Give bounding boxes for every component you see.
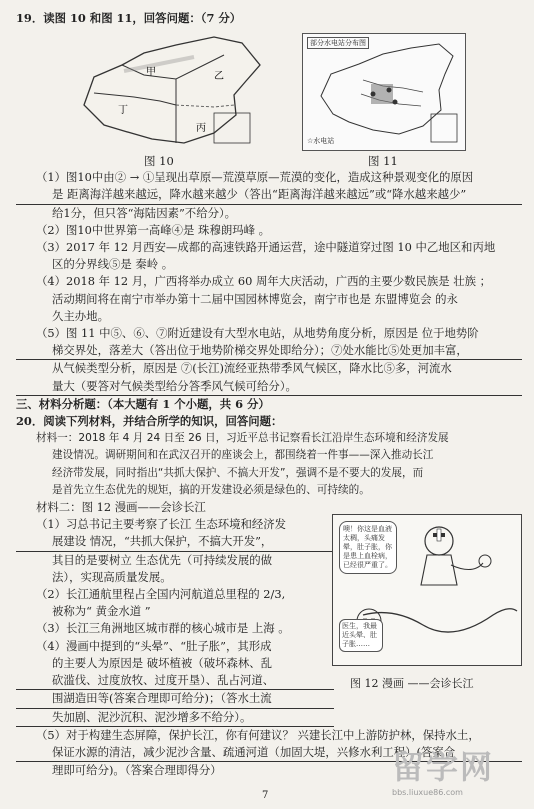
region-label-ding: 丁 xyxy=(118,105,128,117)
material-1-line-3: 经济带发展，同时指出“共抓大保护、不搞大开发”，强调不是不要大的发展，而 xyxy=(52,466,424,479)
q20-answer-line-7: （3）长江三角洲地区城市群的核心城市是 上海 。 xyxy=(36,621,290,636)
q19-answer-line-3: 给1分，但只答“海陆因素”不给分）。 xyxy=(52,205,237,220)
q19-answer-line-4: （2）图10中世界第一高峰④是 珠穆朗玛峰 。 xyxy=(36,222,271,237)
q20-answer-line-6: 被称为“ 黄金水道 ” xyxy=(52,604,151,619)
q20-answer-line-15: 理即可给分)。（答案合理即得分） xyxy=(52,763,222,778)
q19-answer-line-1: （1）图10中由② → ①呈现出草原—荒漠草原—荒漠的变化，造成这种景观变化的原因 xyxy=(36,170,474,185)
q20-answer-line-12: 失加剧、泥沙沉积、泥沙增多不给分）。 xyxy=(16,709,334,727)
q20-answer-line-1: （1）习总书记主要考察了长江 生态环境和经济发 xyxy=(36,517,287,532)
material-2-title: 材料二：图 12 漫画——会诊长江 xyxy=(36,500,206,515)
region-label-bing: 丙 xyxy=(196,123,206,135)
q19-answer-line-12: 从气候类型分析，原因是 ⑦(长江)流经亚热带季风气候区，降水比⑤多，河流水 xyxy=(52,361,452,376)
doctor-speech-bubble: 噢！你这是血液太稠，头痛发晕，肚子胀，你是患上血栓病，已经很严重了。 xyxy=(339,521,397,574)
section-3-title: 三、材料分析题：（本大题有 1 个小题，共 6 分） xyxy=(16,396,270,411)
q20-answer-line-11: 围湖造田等(答案合理即可给分)；（答水土流 xyxy=(16,690,334,708)
material-1-line-2: 建设情况。调研期间和在武汉召开的座谈会上，都围绕着一件事——深入推动长江 xyxy=(52,449,434,462)
q20-answer-line-2: 展建设 情况，“共抓大保护，不搞大开发”， xyxy=(16,533,334,551)
figure-12-caption: 图 12 漫画 ——会诊长江 xyxy=(350,677,474,690)
q20-answer-line-13: （5）对于构建生态屏障，保护长江，你有何建议？ 兴建长江中上游防护林，保持水土， xyxy=(36,727,480,742)
q19-answer-line-13: 量大（要答对气候类型给分答季风气候可给分）。 xyxy=(16,378,522,396)
figure-12-cartoon xyxy=(332,514,522,666)
q19-maps xyxy=(16,29,522,169)
q19-answer-line-6: 区的分界线⑤是 秦岭 。 xyxy=(52,257,174,272)
page-number: 7 xyxy=(262,790,269,801)
q19-answer-line-11: 梯交界处，落差大（答出位于地势阶梯交界处即给分）；⑦处水能比⑤处更加丰富， xyxy=(16,342,522,360)
q19-answer-line-10: （5）图 11 中⑤、⑥、⑦附近建设有大型水电站，从地势角度分析，原因是 位于地势阶 xyxy=(36,326,479,341)
site-watermark xyxy=(392,742,532,804)
q19-answer-line-8: 活动期间将在南宁市举办第十二届中国园林博览会，南宁市也是 东盟博览会 的永 xyxy=(52,291,458,306)
q20-answer-line-5: （2）长江通航里程占全国内河航道总里程的 2/3, xyxy=(36,587,286,602)
q19-answer-line-5: （3）2017 年 12 月西安—成都的高速铁路开通运营，途中隧道穿过图 10 中乙地区和丙地 xyxy=(36,240,496,255)
q20-answer-line-10: 砍滥伐、过度放牧、过度开垦）、乱占河道、 xyxy=(16,672,334,690)
q20-answer-line-3: 其目的是要树立 生态优先（可持续发展的做 xyxy=(52,552,273,567)
q20-answer-line-9: 的主要人为原因是 破坏植被（破坏森林、乱 xyxy=(52,655,273,670)
q19-answer-line-9: 久主办地。 xyxy=(52,308,109,323)
figure-11-title: 部分水电站分布图 xyxy=(307,37,369,49)
figure-11-map xyxy=(302,33,466,151)
q19-title: 19．读图 10 和图 11，回答问题：（7 分） xyxy=(16,11,242,25)
material-1-line-4: 是首先立生态优先的规矩，搞的开发建设必须是绿色的、可持续的。 xyxy=(52,483,370,496)
figure-11-outline xyxy=(303,34,467,152)
region-label-yi: 乙 xyxy=(214,71,224,83)
material-1-line-1: 材料一：2018 年 4 月 24 日至 26 日，习近平总书记察看长江沿岸生态环境和经济发展 xyxy=(36,432,449,445)
q19-answer-line-2: 是 距离海洋越来越远，降水越来越少（答出“距离海洋越来越远”或“降水越来越少” xyxy=(16,186,522,204)
figure-10-map xyxy=(64,35,264,147)
watermark-url: bbs.liuxue86.com xyxy=(392,788,463,797)
watermark-logo-text: 留学网 xyxy=(392,748,495,786)
q20-answers-left xyxy=(16,516,334,726)
q20-answer-line-4: 法），实现高质量发展。 xyxy=(52,569,172,584)
patient-speech-bubble: 医生，我最近头晕、肚子胀…… xyxy=(339,619,383,652)
figure-11-legend: ☆水电站 xyxy=(307,137,335,146)
region-label-jia: 甲 xyxy=(146,67,156,79)
q19-answer-line-7: （4）2018 年 12 月，广西将举办成立 60 周年大庆活动，广西的主要少数民族是 壮族 ； xyxy=(36,274,492,289)
figure-11-caption: 图 11 xyxy=(368,154,398,169)
q20-answer-line-8: （4）漫画中提到的“头晕”、“肚子胀”，其形成 xyxy=(36,638,272,653)
figure-10-caption: 图 10 xyxy=(144,154,174,169)
q20-title: 20．阅读下列材料，并结合所学的知识，回答问题： xyxy=(16,414,283,429)
q20-answer-line-14: 保证水源的清洁，减少泥沙含量、疏通河道（加固大堤，兴修水利工程）(答案合 xyxy=(16,744,522,762)
